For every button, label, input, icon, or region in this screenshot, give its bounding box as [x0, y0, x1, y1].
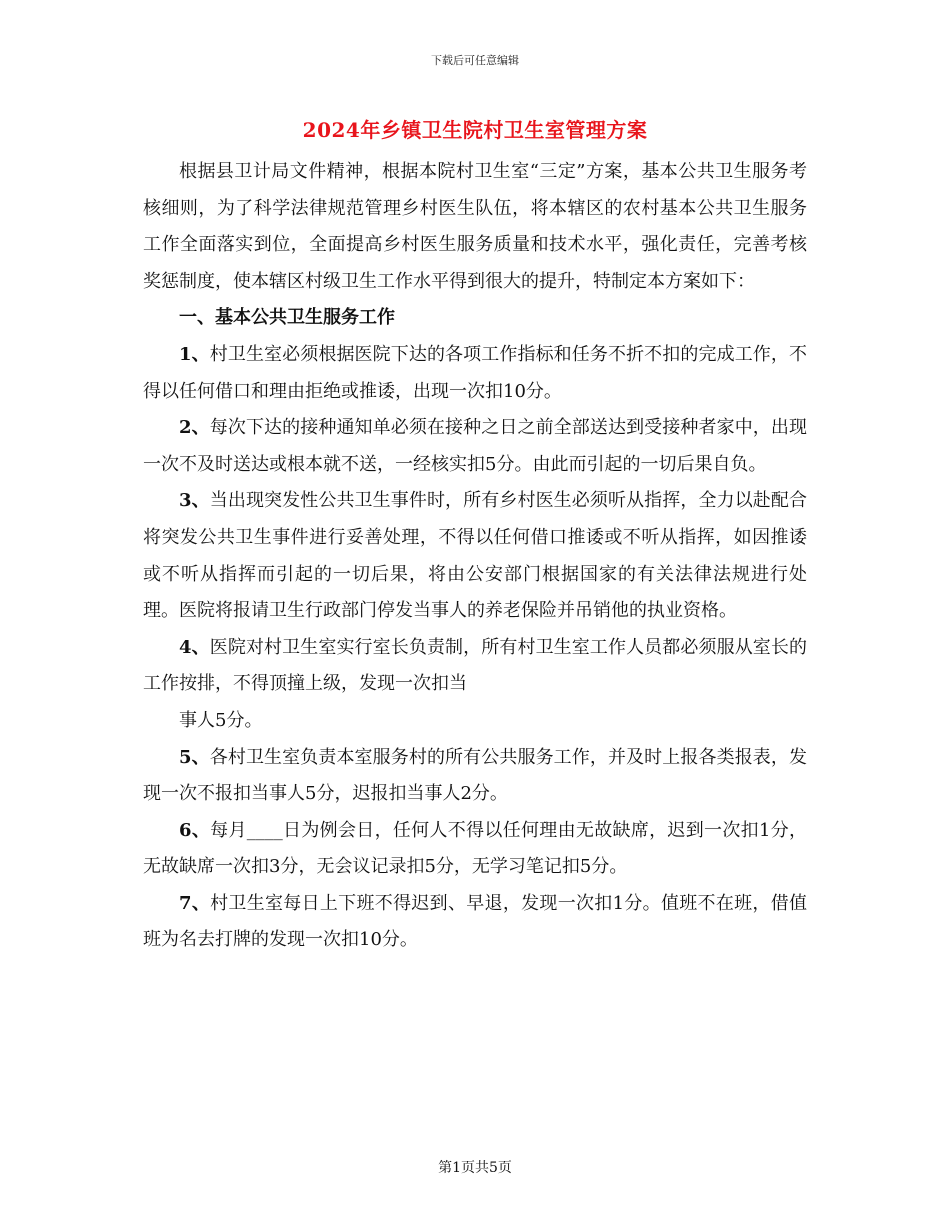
item-text: 事人5分。 — [179, 709, 263, 731]
document-title: 2024年乡镇卫生院村卫生室管理方案 — [302, 118, 648, 142]
list-item — [143, 337, 807, 410]
page-footer: 第1页共5页 — [438, 1160, 512, 1176]
item-text: 每月____日为例会日，任何人不得以任何理由无故缺席，迟到一次扣1分，无故缺席一次扣3分，无会议记录扣5分，无学习笔记扣5分。 — [143, 819, 807, 878]
list-item — [143, 630, 807, 703]
list-item-continuation — [143, 703, 807, 740]
item-number: 5、 — [179, 746, 210, 768]
item-text: 医院对村卫生室实行室长负责制，所有村卫生室工作人员都必须服从室长的工作按排，不得顶撞上级，发现一次扣当 — [143, 636, 807, 695]
list-item — [143, 813, 807, 886]
list-item — [143, 886, 807, 959]
section-heading: 一、基本公共卫生服务工作 — [179, 307, 395, 329]
item-number: 6、 — [179, 819, 211, 841]
item-text: 每次下达的接种通知单必须在接种之日之前全部送达到受接种者家中，出现一次不及时送达或根本就不送，一经核实扣5分。由此而引起的一切后果自负。 — [143, 417, 807, 475]
header-note: 下载后可任意编辑 — [431, 54, 519, 67]
item-number: 2、 — [179, 417, 210, 439]
item-text: 当出现突发性公共卫生事件时，所有乡村医生必须听从指挥，全力以赴配合将突发公共卫生事件进行妥善处理，不得以任何借口推诿或不听从指挥，如因推诿或不听从指挥而引起的一切后果，将由公安部门根据国家的有关法律法规进行处理。医院将报请卫生行政部门停发当事人的养老保险并吊销他的执业资格。 — [143, 490, 807, 622]
item-text: 村卫生室每日上下班不得迟到、早退，发现一次扣1分。值班不在班，借值班为名去打牌的发现一次扣10分。 — [143, 892, 808, 951]
list-item — [143, 740, 807, 813]
item-text: 各村卫生室负责本室服务村的所有公共服务工作，并及时上报各类报表，发现一次不报扣当事人5分，迟报扣当事人2分。 — [143, 746, 807, 805]
list-item — [143, 410, 807, 483]
item-text: 村卫生室必须根据医院下达的各项工作指标和任务不折不扣的完成工作，不得以任何借口和理由拒绝或推诿，出现一次扣10分。 — [143, 343, 807, 402]
list-item — [143, 483, 807, 629]
document-body — [143, 154, 807, 959]
item-number: 3、 — [179, 490, 210, 512]
item-number: 1、 — [179, 343, 210, 365]
intro-paragraph: 根据县卫计局文件精神，根据本院村卫生室“三定”方案，基本公共卫生服务考核细则，为了科学法律规范管理乡村医生队伍，将本辖区的农村基本公共卫生服务工作全面落实到位，全面提高乡村医生服务质量和技术水平，强化责任，完善考核奖惩制度，使本辖区村级卫生工作水平得到很大的提升，特制定本方案如下： — [143, 161, 807, 292]
item-number: 7、 — [179, 892, 211, 914]
item-number: 4、 — [179, 636, 210, 658]
